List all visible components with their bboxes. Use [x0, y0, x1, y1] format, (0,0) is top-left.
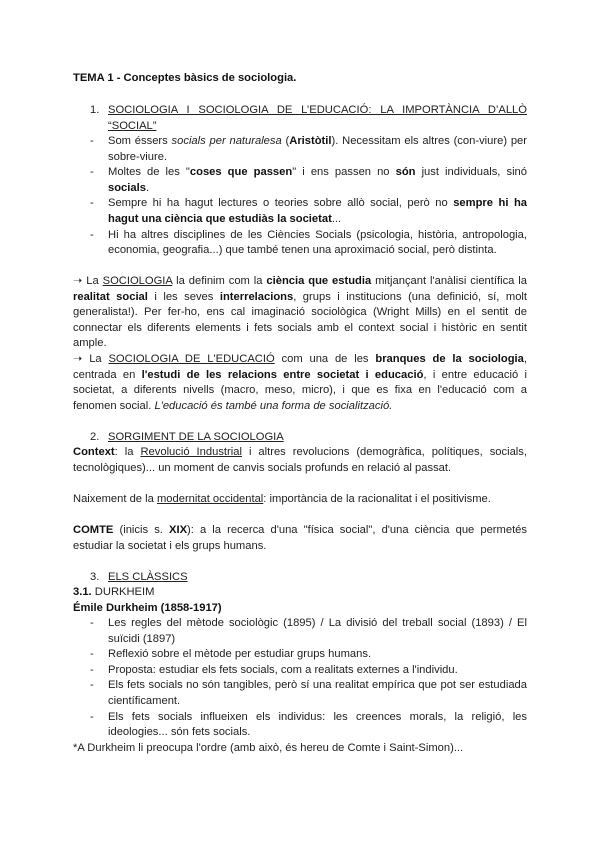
list-item: - Els fets socials influeixen els individus: les creences morals, la religió, les ideologies... són fets socials.	[90, 710, 527, 739]
list-item: - Reflexió sobre el mètode per estudiar grups humans.	[90, 648, 372, 661]
context-paragraph: Context: la Revolució Industrial i altres revolucions (demogràfica, polítiques, socials, tecnològiques)... un moment de canvis socials profunds en relació al passat.	[73, 446, 527, 474]
page-title: TEMA 1 - Conceptes bàsics de sociologia.	[73, 72, 297, 84]
list-item: - Sempre hi ha hagut lectures o teories sobre allò social, però no sempre hi ha hagut una ciència que estudiàs la societat...	[90, 197, 527, 225]
sociologia-definition: ➝ La SOCIOLOGIA la definim com la ciència que estudia mitjançant l'anàlisi científica la realitat social i les seves interrelacions, grups i institucions (una definició, sí, molt generalista!). Per fer-ho, ens cal imaginació sociològica (Wright Mills) en el sentit de connectar els diferents elements i fets socials amb el context social i històric en sentit ample.	[73, 275, 528, 350]
list-item: - Hi ha altres disciplines de les Ciències Socials (psicologia, història, antropologia, economia, geografia...) que també tenen una aproximació social, però distinta.	[90, 228, 527, 257]
sociologia-educacio-definition: ➝ La SOCIOLOGIA DE L'EDUCACIÓ com una de les branques de la sociologia, centrada en l'estudi de les relacions entre societat i educació, i entre educació i societat, a diferents nivells (macro, meso, micro), i que es fixa en l'educació com a fenomen social. L'educació és també una forma de socialització.	[73, 353, 528, 412]
list-item: - Els fets socials no són tangibles, però sí una realitat empírica que pot ser estudiada científicament.	[90, 679, 527, 707]
comte-paragraph: COMTE (inicis s. XIX): a la recerca d'una "física social", d'una ciència que permetés estudiar la societat i els grups humans.	[73, 524, 528, 552]
durkheim-note: *A Durkheim li preocupa l'ordre (amb això, és hereu de Comte i Saint-Simon)...	[73, 742, 464, 754]
arrow-icon: ➝	[73, 275, 83, 287]
list-item: - Proposta: estudiar els fets socials, com a realitats externes a l'individu.	[90, 663, 458, 676]
list-item: - Les regles del mètode sociològic (1895) / La divisió del treball social (1893) / El suïcidi (1897)	[90, 617, 527, 645]
section-3-heading: 3. ELS CLÀSSICS	[90, 571, 188, 583]
subsection-durkheim: 3.1. DURKHEIM	[73, 586, 155, 598]
author-heading: Émile Durkheim (1858-1917)	[73, 602, 222, 614]
list-item: - Som éssers socials per naturalesa (Aristòtil). Necessitam els altres (con-viure) per sobre-viure.	[90, 135, 527, 163]
arrow-icon: ➝	[73, 353, 83, 365]
section-1-heading: 1. SOCIOLOGIA I SOCIOLOGIA DE L’EDUCACIÓ: LA IMPORTÀNCIA D’ALLÒ “SOCIAL”	[90, 104, 527, 132]
durkheim-bullets	[90, 616, 527, 741]
modernitat-paragraph: Naixement de la modernitat occidental: importància de la racionalitat i el positivisme.	[73, 493, 491, 505]
list-item: - Moltes de les "coses que passen" i ens passen no són just individuals, sinó socials.	[90, 166, 528, 194]
section-2-heading: 2. SORGIMENT DE LA SOCIOLOGIA	[90, 431, 284, 443]
section-1-bullets	[90, 134, 527, 259]
